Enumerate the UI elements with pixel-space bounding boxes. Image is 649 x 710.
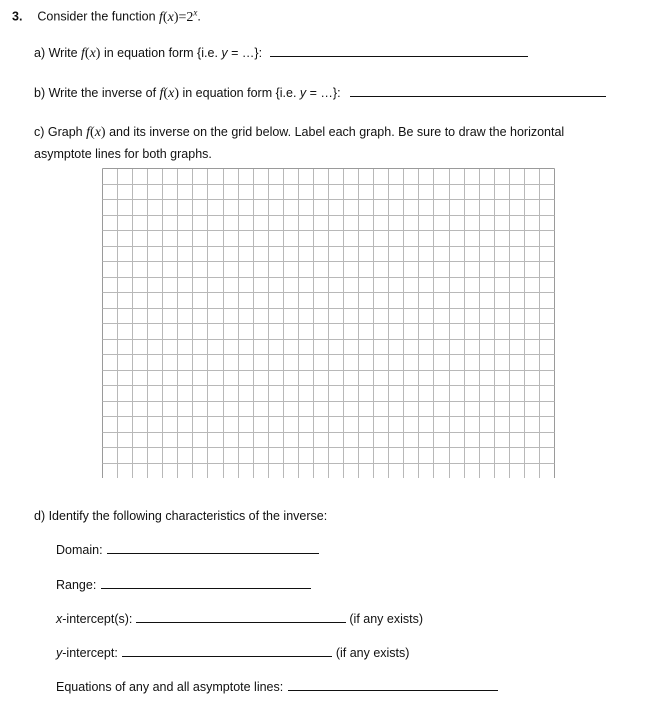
x-intercept-row: x-intercept(s): (if any exists) bbox=[56, 612, 424, 626]
asymptote-row bbox=[56, 678, 498, 695]
y-intercept-row: y-intercept: (if any exists) bbox=[56, 646, 410, 660]
part-a-prefix: a) Write bbox=[34, 46, 78, 60]
x-intercept-answer-blank[interactable] bbox=[136, 610, 346, 623]
part-d-heading: d) Identify the following characteristics of the inverse: bbox=[34, 509, 328, 523]
part-a: a) Write f(x) in equation form {i.e. y = …}: bbox=[34, 44, 528, 62]
y-intercept-answer-blank[interactable] bbox=[122, 644, 332, 657]
part-c-function: f(x) bbox=[86, 125, 106, 140]
function-definition: $f(x)=2^x$ bbox=[159, 7, 198, 25]
range-answer-blank[interactable] bbox=[101, 576, 311, 589]
y-intercept-label: -intercept: bbox=[62, 646, 118, 660]
part-b-function: f(x) bbox=[159, 86, 179, 101]
asymptote-answer-blank[interactable] bbox=[288, 678, 498, 691]
part-a-suffix: in equation form {i.e. bbox=[103, 46, 218, 60]
part-c-line-2: asymptote lines for both graphs. bbox=[34, 147, 212, 161]
x-intercept-label: -intercept(s): bbox=[62, 612, 133, 626]
domain-row bbox=[56, 541, 319, 558]
y-intercept-note: (if any exists) bbox=[335, 646, 410, 660]
part-c-line-1 bbox=[34, 124, 564, 141]
range-label: Range: bbox=[56, 578, 97, 592]
question-header: 3. Consider the function $f(x)=2^x$. bbox=[12, 7, 201, 25]
part-b-prefix: b) Write the inverse of bbox=[34, 86, 157, 100]
graph-grid[interactable] bbox=[102, 168, 555, 478]
part-b-suffix: in equation form {i.e. bbox=[182, 86, 297, 100]
part-a-function: f(x) bbox=[81, 46, 101, 61]
domain-label: Domain: bbox=[56, 543, 103, 557]
question-number: 3. bbox=[12, 9, 23, 24]
x-intercept-note: (if any exists) bbox=[349, 612, 424, 626]
asymptote-label: Equations of any and all asymptote lines: bbox=[56, 680, 284, 694]
part-c-suffix: and its inverse on the grid below. Label each graph. Be sure to draw the horizontal bbox=[109, 125, 565, 139]
range-row bbox=[56, 576, 311, 593]
question-intro: Consider the function bbox=[37, 9, 156, 24]
domain-answer-blank[interactable] bbox=[107, 541, 319, 554]
part-b: b) Write the inverse of f(x) in equation form {i.e. y = …}: bbox=[34, 84, 606, 102]
part-c-prefix: c) Graph bbox=[34, 125, 83, 139]
part-a-answer-blank[interactable] bbox=[270, 44, 528, 57]
part-b-answer-blank[interactable] bbox=[350, 84, 606, 97]
